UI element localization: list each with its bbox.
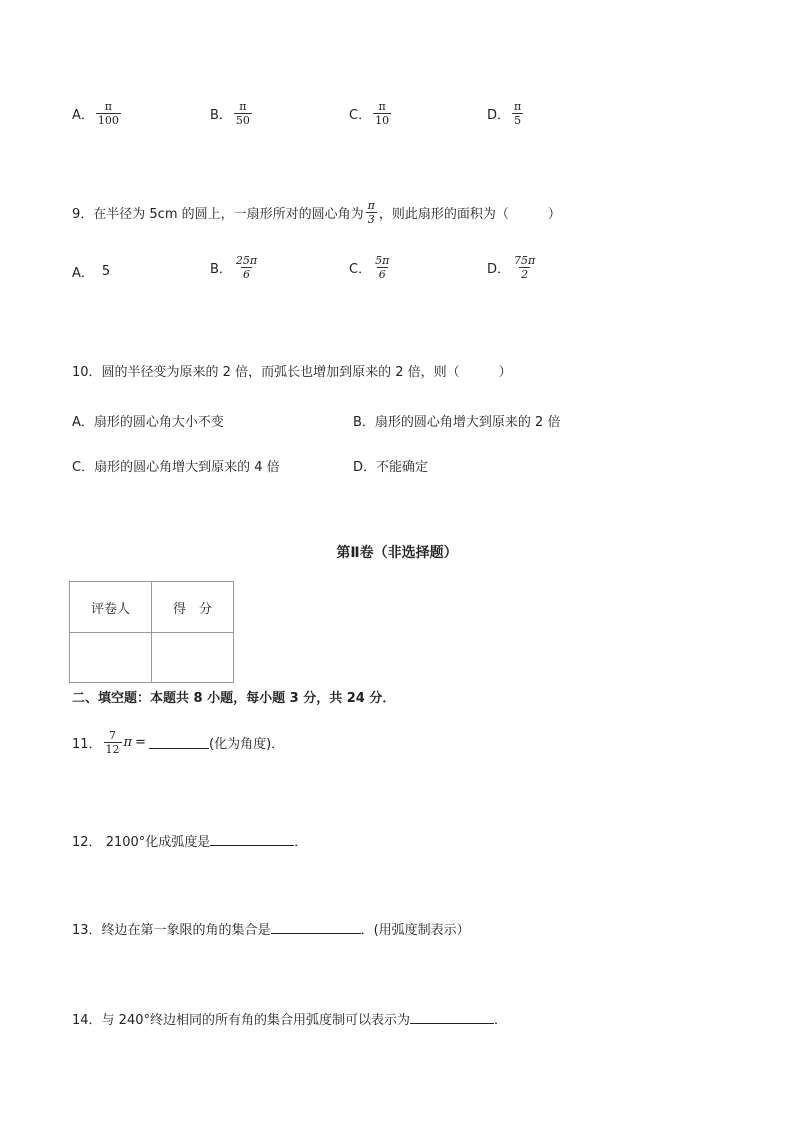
q10-option-d [353, 456, 428, 475]
option-letter: D． [353, 460, 377, 475]
option-letter: D． [487, 108, 511, 123]
q13-answer-blank[interactable] [271, 921, 361, 934]
fraction-numerator: π [104, 100, 113, 113]
q9-option-b [210, 254, 261, 281]
q8-option-c [349, 100, 393, 127]
fraction [234, 100, 252, 127]
question-number: 12． [72, 835, 102, 850]
grader-cell[interactable] [70, 633, 152, 683]
q12-end: ． [294, 835, 308, 850]
fraction [373, 254, 391, 281]
q14-answer-blank[interactable] [410, 1011, 494, 1024]
q14-end: ． [494, 1013, 508, 1028]
question-number: 13． [72, 923, 102, 938]
fraction [234, 254, 259, 281]
fraction-numerator: 5π [375, 254, 390, 267]
q9-stem [72, 199, 561, 226]
fraction [366, 199, 377, 226]
q14 [72, 1009, 507, 1028]
fraction-denominator: 100 [97, 114, 119, 127]
fraction-numerator: π [367, 199, 375, 212]
option-letter: A． [72, 266, 94, 281]
score-table [69, 581, 234, 683]
option-letter: C． [72, 460, 95, 475]
score-cell[interactable] [152, 633, 234, 683]
section2-title: 第Ⅱ卷（非选择题） [336, 545, 458, 561]
fraction [512, 254, 537, 281]
q9-option-a [72, 262, 110, 281]
grader-header: 评卷人 [70, 582, 152, 633]
q12-answer-blank[interactable] [210, 833, 294, 846]
q8-option-a [72, 100, 123, 127]
option-text: 不能确定 [376, 460, 429, 475]
fraction-denominator: 12 [105, 743, 120, 756]
q13-end: ．(用弧度制表示） [360, 923, 470, 938]
fraction-denominator: 2 [521, 268, 529, 281]
option-value: 5 [101, 264, 111, 279]
option-text: 扇形的圆心角增大到原来的 4 倍 [94, 460, 280, 475]
option-letter: A． [72, 108, 94, 123]
option-text: 扇形的圆心角大小不变 [93, 415, 224, 430]
option-letter: C． [349, 262, 372, 277]
q11 [72, 729, 284, 756]
option-text: 扇形的圆心角增大到原来的 2 倍 [374, 415, 561, 430]
q9-text-before: 9．在半径为 5cm 的圆上，一扇形所对的圆心角为 [72, 207, 364, 222]
fraction-numerator: 7 [109, 729, 117, 742]
question-number: 11． [72, 737, 102, 752]
fraction [373, 100, 391, 127]
q13 [72, 919, 470, 938]
q12 [72, 831, 307, 850]
option-letter: A． [72, 415, 94, 430]
fraction-numerator: π [514, 100, 522, 113]
q14-text: 与 240°终边相同的所有角的集合用弧度制可以表示为 [101, 1013, 410, 1028]
fraction [96, 100, 121, 127]
pi-symbol: π [123, 735, 133, 750]
q10-stem: 10．圆的半径变为原来的 2 倍，而弧长也增加到原来的 2 倍，则（ ） [72, 365, 512, 380]
fraction-numerator: 75π [514, 254, 536, 267]
q10-option-a [72, 411, 224, 430]
fraction-denominator: 10 [375, 114, 390, 127]
option-letter: B． [210, 262, 232, 277]
q10-option-c [72, 456, 280, 475]
q11-suffix: (化为角度)． [209, 737, 285, 752]
q8-option-d [487, 100, 525, 127]
fraction-denominator: 3 [367, 213, 375, 226]
option-letter: B． [210, 108, 232, 123]
q9-text-after: ，则此扇形的面积为（ ） [378, 207, 561, 222]
fraction-denominator: 6 [378, 268, 386, 281]
option-letter: B． [353, 415, 375, 430]
q10-option-b [353, 411, 560, 430]
equals-sign: = [135, 735, 146, 750]
q12-text: 2100°化成弧度是 [105, 835, 211, 850]
fraction-denominator: 6 [243, 268, 251, 281]
q11-answer-blank[interactable] [149, 736, 209, 749]
q9-option-c [349, 254, 393, 281]
question-number: 14． [72, 1013, 102, 1028]
option-letter: D． [487, 262, 511, 277]
score-header: 得 分 [152, 582, 234, 633]
fraction-numerator: 25π [235, 254, 258, 267]
q13-text: 终边在第一象限的角的集合是 [101, 923, 271, 938]
fraction-numerator: π [378, 100, 386, 113]
q9-option-d [487, 254, 539, 281]
fill-in-heading: 二、填空题：本题共 8 小题，每小题 3 分，共 24 分． [72, 691, 396, 706]
fraction-denominator: 5 [514, 114, 522, 127]
fraction-numerator: π [239, 100, 247, 113]
fraction-denominator: 50 [235, 114, 250, 127]
option-letter: C． [349, 108, 372, 123]
fraction [104, 729, 122, 756]
q8-option-b [210, 100, 254, 127]
fraction [512, 100, 523, 127]
